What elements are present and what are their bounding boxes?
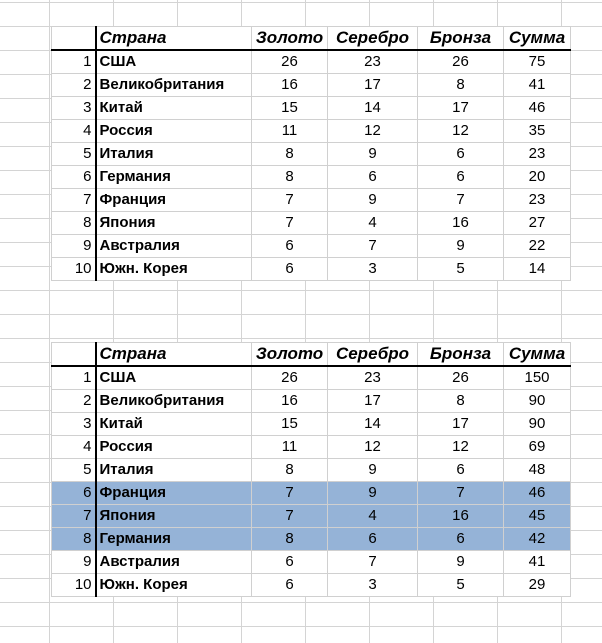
country-cell[interactable]: Китай — [96, 413, 252, 436]
silver-cell[interactable]: 12 — [328, 436, 418, 459]
silver-cell[interactable]: 7 — [328, 235, 418, 258]
table-row — [52, 97, 571, 120]
gold-cell[interactable]: 16 — [252, 74, 328, 97]
country-cell[interactable]: Китай — [96, 97, 252, 120]
row-index-cell[interactable]: 10 — [52, 258, 96, 281]
silver-cell[interactable]: 12 — [328, 120, 418, 143]
country-cell[interactable]: Великобритания — [96, 74, 252, 97]
row-index-cell[interactable]: 5 — [52, 459, 96, 482]
silver-cell[interactable]: 23 — [328, 50, 418, 74]
table-row — [52, 235, 571, 258]
country-cell[interactable]: Австралия — [96, 235, 252, 258]
bronze-cell[interactable]: 16 — [418, 212, 504, 235]
row-index-cell[interactable]: 4 — [52, 120, 96, 143]
bronze-cell[interactable]: 6 — [418, 143, 504, 166]
table-row — [52, 390, 571, 413]
row-index-cell[interactable]: 6 — [52, 482, 96, 505]
total-cell[interactable]: 90 — [504, 413, 571, 436]
total-cell[interactable]: 41 — [504, 551, 571, 574]
header-cell-country[interactable]: Страна — [96, 27, 252, 51]
header-cell-gold[interactable]: Золото — [252, 27, 328, 51]
header-cell-country[interactable]: Страна — [96, 343, 252, 367]
header-cell-index[interactable] — [52, 27, 96, 51]
table-row — [52, 482, 571, 505]
silver-cell[interactable]: 9 — [328, 459, 418, 482]
row-index-cell[interactable]: 9 — [52, 551, 96, 574]
table-row — [52, 459, 571, 482]
gold-cell[interactable]: 8 — [252, 166, 328, 189]
table-row — [52, 189, 571, 212]
silver-cell[interactable]: 3 — [328, 574, 418, 597]
bronze-cell[interactable]: 26 — [418, 366, 504, 390]
gold-cell[interactable]: 7 — [252, 189, 328, 212]
row-index-cell[interactable]: 9 — [52, 235, 96, 258]
row-index-cell[interactable]: 2 — [52, 390, 96, 413]
silver-cell[interactable]: 7 — [328, 551, 418, 574]
bronze-cell[interactable]: 5 — [418, 258, 504, 281]
header-cell-total[interactable]: Сумма — [504, 27, 571, 51]
row-index-cell[interactable]: 2 — [52, 74, 96, 97]
total-cell[interactable]: 29 — [504, 574, 571, 597]
bronze-cell[interactable]: 7 — [418, 482, 504, 505]
country-cell[interactable]: Италия — [96, 459, 252, 482]
silver-cell[interactable]: 14 — [328, 413, 418, 436]
silver-cell[interactable]: 4 — [328, 212, 418, 235]
gold-cell[interactable]: 15 — [252, 413, 328, 436]
row-index-cell[interactable]: 1 — [52, 50, 96, 74]
gold-cell[interactable]: 7 — [252, 505, 328, 528]
silver-cell[interactable]: 9 — [328, 482, 418, 505]
country-cell[interactable]: Южн. Корея — [96, 258, 252, 281]
gold-cell[interactable]: 8 — [252, 143, 328, 166]
country-cell[interactable]: Германия — [96, 528, 252, 551]
gold-cell[interactable]: 16 — [252, 390, 328, 413]
bronze-cell[interactable]: 12 — [418, 120, 504, 143]
total-cell[interactable]: 150 — [504, 366, 571, 390]
header-cell-index[interactable] — [52, 343, 96, 367]
total-cell[interactable]: 22 — [504, 235, 571, 258]
gold-cell[interactable]: 11 — [252, 120, 328, 143]
table-row — [52, 258, 571, 281]
table-row — [52, 212, 571, 235]
country-cell[interactable]: Италия — [96, 143, 252, 166]
bronze-cell[interactable]: 5 — [418, 574, 504, 597]
gold-cell[interactable]: 7 — [252, 482, 328, 505]
bronze-cell[interactable]: 17 — [418, 413, 504, 436]
silver-cell[interactable]: 9 — [328, 189, 418, 212]
total-cell[interactable]: 20 — [504, 166, 571, 189]
row-index-cell[interactable]: 5 — [52, 143, 96, 166]
row-index-cell[interactable]: 7 — [52, 505, 96, 528]
total-cell[interactable]: 46 — [504, 97, 571, 120]
silver-cell[interactable]: 17 — [328, 390, 418, 413]
silver-cell[interactable]: 6 — [328, 528, 418, 551]
silver-cell[interactable]: 23 — [328, 366, 418, 390]
table-row — [52, 574, 571, 597]
silver-cell[interactable]: 14 — [328, 97, 418, 120]
silver-cell[interactable]: 6 — [328, 166, 418, 189]
bronze-cell[interactable]: 17 — [418, 97, 504, 120]
silver-cell[interactable]: 9 — [328, 143, 418, 166]
country-cell[interactable]: Великобритания — [96, 390, 252, 413]
bronze-cell[interactable]: 8 — [418, 390, 504, 413]
country-cell[interactable]: Япония — [96, 212, 252, 235]
total-cell[interactable]: 90 — [504, 390, 571, 413]
country-cell[interactable]: Россия — [96, 436, 252, 459]
total-cell[interactable]: 45 — [504, 505, 571, 528]
country-cell[interactable]: Германия — [96, 166, 252, 189]
bronze-cell[interactable]: 9 — [418, 235, 504, 258]
total-cell[interactable]: 23 — [504, 189, 571, 212]
table-row — [52, 528, 571, 551]
row-index-cell[interactable]: 7 — [52, 189, 96, 212]
gold-cell[interactable]: 15 — [252, 97, 328, 120]
bronze-cell[interactable]: 9 — [418, 551, 504, 574]
header-row — [52, 27, 571, 51]
gold-cell[interactable]: 26 — [252, 366, 328, 390]
bronze-cell[interactable]: 26 — [418, 50, 504, 74]
header-cell-bronze[interactable]: Бронза — [418, 27, 504, 51]
country-cell[interactable]: Франция — [96, 482, 252, 505]
country-cell[interactable]: Япония — [96, 505, 252, 528]
header-cell-bronze[interactable]: Бронза — [418, 343, 504, 367]
bronze-cell[interactable]: 16 — [418, 505, 504, 528]
silver-cell[interactable]: 17 — [328, 74, 418, 97]
table-row — [52, 551, 571, 574]
header-cell-silver[interactable]: Серебро — [328, 343, 418, 367]
header-row — [52, 343, 571, 367]
medal-table-1 — [51, 26, 571, 281]
header-cell-gold[interactable]: Золото — [252, 343, 328, 367]
row-index-cell[interactable]: 8 — [52, 528, 96, 551]
row-index-cell[interactable]: 3 — [52, 97, 96, 120]
gold-cell[interactable]: 8 — [252, 459, 328, 482]
country-cell[interactable]: Южн. Корея — [96, 574, 252, 597]
table-row — [52, 413, 571, 436]
silver-cell[interactable]: 4 — [328, 505, 418, 528]
table-row — [52, 120, 571, 143]
bronze-cell[interactable]: 12 — [418, 436, 504, 459]
country-cell[interactable]: США — [96, 50, 252, 74]
table-row — [52, 143, 571, 166]
gold-cell[interactable]: 6 — [252, 574, 328, 597]
gold-cell[interactable]: 7 — [252, 212, 328, 235]
gold-cell[interactable]: 6 — [252, 258, 328, 281]
bronze-cell[interactable]: 6 — [418, 166, 504, 189]
gold-cell[interactable]: 6 — [252, 235, 328, 258]
header-cell-silver[interactable]: Серебро — [328, 27, 418, 51]
total-cell[interactable]: 27 — [504, 212, 571, 235]
bronze-cell[interactable]: 6 — [418, 528, 504, 551]
total-cell[interactable]: 48 — [504, 459, 571, 482]
total-cell[interactable]: 41 — [504, 74, 571, 97]
gold-cell[interactable]: 11 — [252, 436, 328, 459]
bronze-cell[interactable]: 8 — [418, 74, 504, 97]
country-cell[interactable]: Франция — [96, 189, 252, 212]
row-index-cell[interactable]: 6 — [52, 166, 96, 189]
table-row — [52, 50, 571, 74]
header-cell-total[interactable]: Сумма — [504, 343, 571, 367]
total-cell[interactable]: 42 — [504, 528, 571, 551]
bronze-cell[interactable]: 6 — [418, 459, 504, 482]
country-cell[interactable]: США — [96, 366, 252, 390]
table-row — [52, 505, 571, 528]
total-cell[interactable]: 23 — [504, 143, 571, 166]
total-cell[interactable]: 14 — [504, 258, 571, 281]
total-cell[interactable]: 46 — [504, 482, 571, 505]
table-row — [52, 166, 571, 189]
total-cell[interactable]: 75 — [504, 50, 571, 74]
country-cell[interactable]: Австралия — [96, 551, 252, 574]
table-row — [52, 74, 571, 97]
medal-table-2 — [51, 342, 571, 597]
row-index-cell[interactable]: 4 — [52, 436, 96, 459]
row-index-cell[interactable]: 3 — [52, 413, 96, 436]
row-index-cell[interactable]: 8 — [52, 212, 96, 235]
silver-cell[interactable]: 3 — [328, 258, 418, 281]
row-index-cell[interactable]: 1 — [52, 366, 96, 390]
table-row — [52, 366, 571, 390]
gold-cell[interactable]: 6 — [252, 551, 328, 574]
gold-cell[interactable]: 8 — [252, 528, 328, 551]
bronze-cell[interactable]: 7 — [418, 189, 504, 212]
gold-cell[interactable]: 26 — [252, 50, 328, 74]
table-row — [52, 436, 571, 459]
country-cell[interactable]: Россия — [96, 120, 252, 143]
total-cell[interactable]: 35 — [504, 120, 571, 143]
total-cell[interactable]: 69 — [504, 436, 571, 459]
row-index-cell[interactable]: 10 — [52, 574, 96, 597]
